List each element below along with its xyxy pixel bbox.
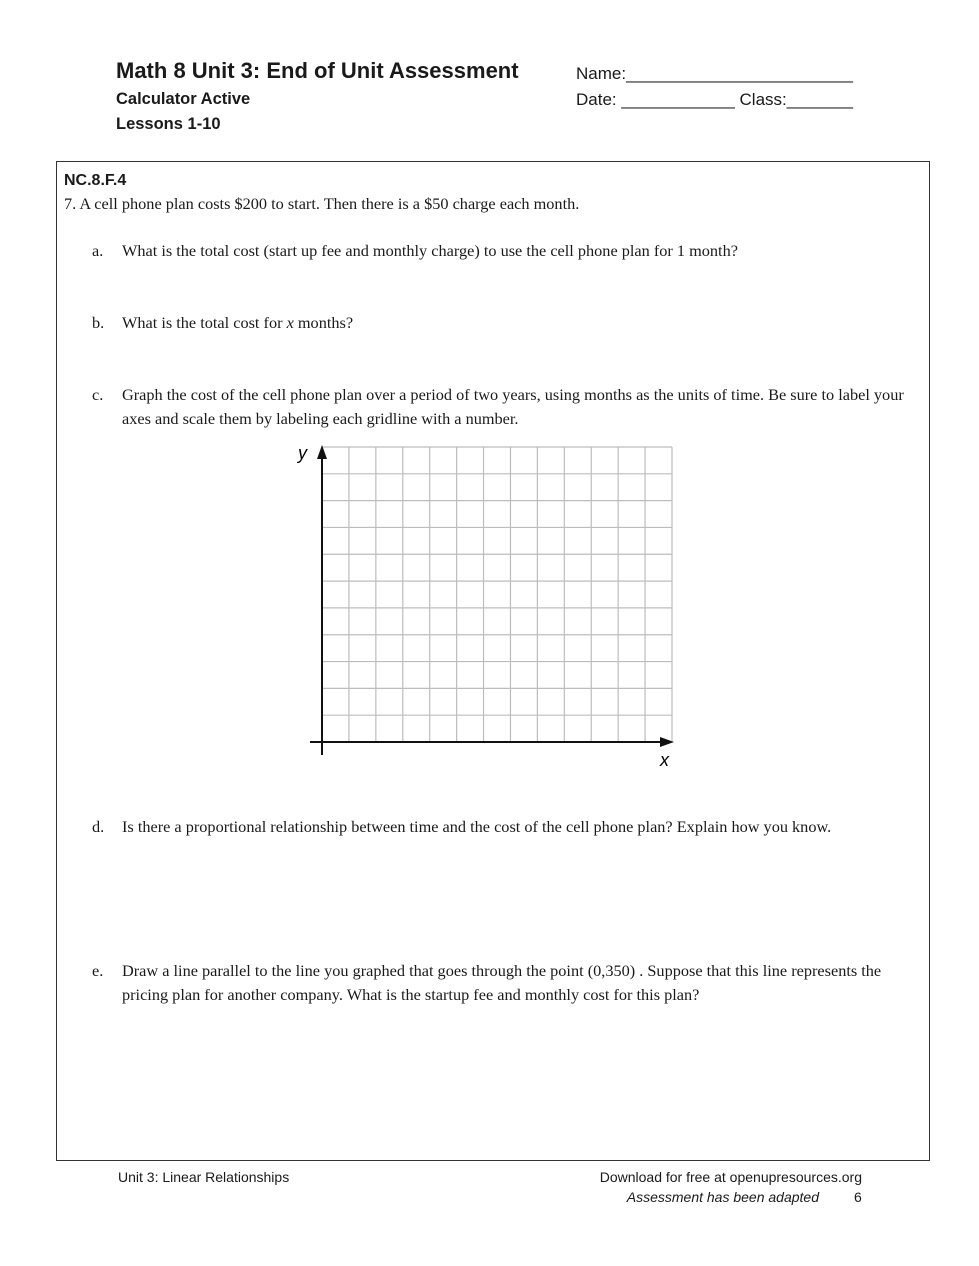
x-axis-label: x [660, 750, 669, 770]
footer-unit: Unit 3: Linear Relationships [118, 1169, 290, 1185]
part-text: What is the total cost (start up fee and monthly charge) to use the cell phone plan for 1 month? [122, 241, 738, 260]
name-field[interactable]: Name:________________________ [576, 64, 853, 83]
document-title: Math 8 Unit 3: End of Unit Assessment [116, 58, 519, 83]
lessons-note: Lessons 1-10 [116, 115, 221, 133]
part-text: Graph the cost of the cell phone plan over a period of two years, using months as the units of time. Be sure to label your axes and scale them by labeling each gridline with a number. [122, 385, 904, 428]
part-label: c. [92, 385, 104, 404]
footer-download: Download for free at openupresources.org [599, 1169, 862, 1185]
y-axis-label: y [298, 443, 307, 463]
part-text: What is the total cost for x months? [122, 313, 354, 332]
part-label: e. [92, 961, 104, 980]
grid-lines [322, 447, 672, 742]
part-label: a. [92, 241, 104, 260]
part-text: Draw a line parallel to the line you graphed that goes through the point (0,350) . Suppose that this line represents the pricing plan for another company. What is the startup fee and monthly cost for this plan? [122, 961, 882, 1004]
footer-adapted: Assessment has been adapted [626, 1189, 819, 1205]
part-text: Is there a proportional relationship between time and the cost of the cell phone plan? Explain how you know. [122, 817, 832, 836]
page-number: 6 [854, 1189, 862, 1205]
standard-code: NC.8.F.4 [64, 172, 127, 189]
part-label: d. [92, 817, 105, 836]
part-label: b. [92, 313, 105, 332]
question-prompt: 7. A cell phone plan costs $200 to start. Then there is a $50 charge each month. [64, 194, 580, 213]
coordinate-grid[interactable] [290, 435, 690, 775]
date-class-field[interactable]: Date: ____________ Class:_______ [576, 90, 853, 109]
calculator-note: Calculator Active [116, 90, 251, 108]
